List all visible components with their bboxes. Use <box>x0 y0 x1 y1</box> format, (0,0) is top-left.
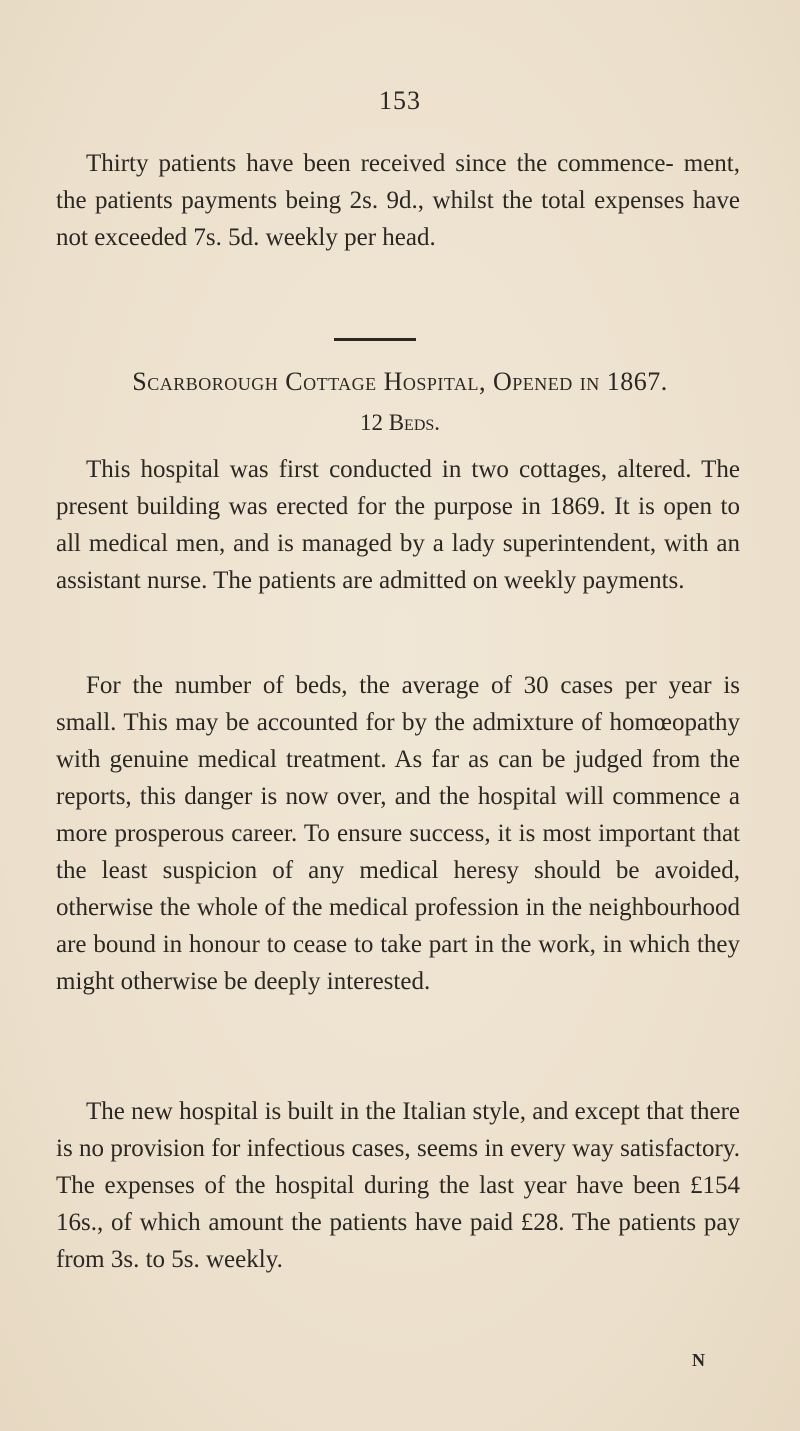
page-number: 153 <box>379 86 421 115</box>
paragraph-block-2 <box>56 667 740 1000</box>
intro-block <box>56 145 740 256</box>
paragraph: This hospital was first conducted in two cottages, altered. The present building was erected for the purpose in 1869. It is open to all medical men, and is managed by a lady superintendent, with an assistant nurse. The patients are admitted on weekly payments. <box>56 456 740 594</box>
paragraph-block-3 <box>56 1093 740 1278</box>
paragraph: The new hospital is built in the Italian style, and except that there is no provision for infectious cases, seems in every way satisfactory. The expenses of the hospital during the last year have been £154 16s., of which amount the patients have paid £28. The patients pay from 3s. to 5s. weekly. <box>56 1098 740 1273</box>
intro-paragraph: Thirty patients have been received since the commence- ment, the patients payments being 2s. 9d., whilst the total expenses have not exceeded 7s. 5d. weekly per head. <box>56 150 740 251</box>
signature-mark: N <box>692 1350 705 1370</box>
section-heading: Scarborough Cottage Hospital, Opened in 1867. <box>132 367 668 396</box>
section-divider <box>334 338 416 341</box>
paragraph-block-1 <box>56 451 740 599</box>
section-subheading: 12 Beds. <box>359 410 441 435</box>
paragraph: For the number of beds, the average of 30 cases per year is small. This may be accounted for by the admixture of homœopathy with genuine medical treatment. As far as can be judged from the reports, this danger is now over, and the hospital will commence a more prosperous career. To ensure success, it is most important that the least suspicion of any medical heresy should be avoided, otherwise the whole of the medical profession in the neighbourhood are bound in honour to cease to take part in the work, in which they might otherwise be deeply interested. <box>56 672 740 995</box>
